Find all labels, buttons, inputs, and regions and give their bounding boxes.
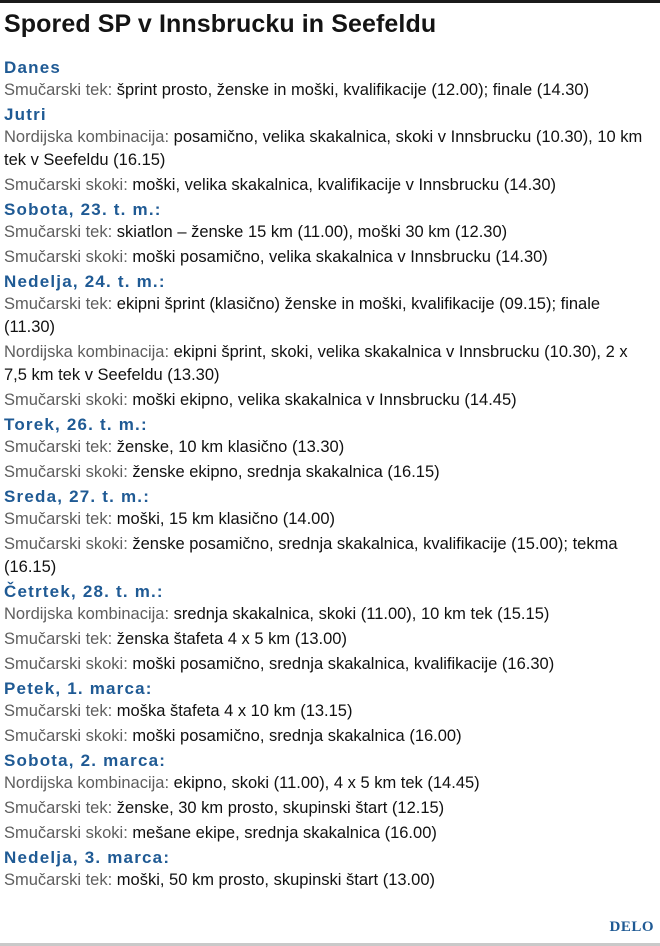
event-details: ekipno, skoki (11.00), 4 x 5 km tek (14.45)	[169, 774, 480, 792]
event-details: ženske, 30 km prosto, skupinski štart (12.15)	[112, 799, 445, 817]
discipline-label: Smučarski skoki:	[4, 727, 128, 745]
event-details: mešane ekipe, srednja skakalnica (16.00)	[127, 824, 437, 842]
discipline-label: Nordijska kombinacija:	[4, 774, 170, 792]
discipline-label: Smučarski skoki:	[4, 535, 128, 553]
discipline-label: Nordijska kombinacija:	[4, 128, 170, 146]
event-details: moški, 15 km klasično (14.00)	[112, 510, 336, 528]
top-rule	[0, 0, 660, 3]
discipline-label: Smučarski skoki:	[4, 391, 128, 409]
day-block	[4, 104, 654, 197]
discipline-label: Smučarski skoki:	[4, 463, 128, 481]
discipline-label: Smučarski skoki:	[4, 824, 128, 842]
discipline-label: Nordijska kombinacija:	[4, 343, 170, 361]
day-heading: Danes	[4, 58, 62, 77]
schedule-entry	[4, 246, 654, 269]
event-details: moški posamično, srednja skakalnica, kvalifikacije (16.30)	[127, 655, 555, 673]
discipline-label: Smučarski skoki:	[4, 176, 128, 194]
event-details: moški posamično, velika skakalnica v Innsbrucku (14.30)	[127, 248, 548, 266]
discipline-label: Nordijska kombinacija:	[4, 605, 170, 623]
schedule-entry	[4, 533, 654, 579]
day-block	[4, 486, 654, 579]
schedule-entry	[4, 508, 654, 531]
schedule-list	[4, 55, 654, 894]
day-heading: Jutri	[4, 105, 47, 124]
day-block	[4, 847, 654, 892]
schedule-entry	[4, 772, 654, 795]
discipline-label: Smučarski tek:	[4, 799, 113, 817]
event-details: posamično, velika skakalnica, skoki v Innsbrucku (10.30), 10 km tek v Seefeldu (16.15)	[4, 128, 643, 169]
discipline-label: Smučarski tek:	[4, 510, 113, 528]
day-block	[4, 581, 654, 676]
delo-logo: DELO	[609, 919, 654, 935]
schedule-entry	[4, 869, 654, 892]
event-details: ženske posamično, srednja skakalnica, kvalifikacije (15.00); tekma (16.15)	[4, 535, 618, 576]
day-block	[4, 678, 654, 748]
day-heading: Četrtek, 28. t. m.:	[4, 582, 164, 601]
discipline-label: Smučarski tek:	[4, 702, 113, 720]
schedule-entry	[4, 174, 654, 197]
event-details: ženske, 10 km klasično (13.30)	[112, 438, 345, 456]
event-details: ženska štafeta 4 x 5 km (13.00)	[112, 630, 347, 648]
discipline-label: Smučarski tek:	[4, 223, 113, 241]
day-block	[4, 199, 654, 269]
event-details: skiatlon – ženske 15 km (11.00), moški 30 km (12.30)	[112, 223, 508, 241]
schedule-entry	[4, 461, 654, 484]
event-details: moški, 50 km prosto, skupinski štart (13.00)	[112, 871, 435, 889]
schedule-entry	[4, 628, 654, 651]
event-details: ženske ekipno, srednja skakalnica (16.15)	[127, 463, 440, 481]
schedule-entry	[4, 79, 654, 102]
day-heading: Nedelja, 24. t. m.:	[4, 272, 166, 291]
discipline-label: Smučarski tek:	[4, 295, 113, 313]
schedule-entry	[4, 436, 654, 459]
day-heading: Petek, 1. marca:	[4, 679, 153, 698]
discipline-label: Smučarski tek:	[4, 630, 113, 648]
event-details: šprint prosto, ženske in moški, kvalifikacije (12.00); finale (14.30)	[112, 81, 590, 99]
schedule-entry	[4, 653, 654, 676]
schedule-entry	[4, 822, 654, 845]
discipline-label: Smučarski skoki:	[4, 655, 128, 673]
day-heading: Sobota, 2. marca:	[4, 751, 167, 770]
event-details: moški, velika skakalnica, kvalifikacije v Innsbrucku (14.30)	[127, 176, 557, 194]
day-heading: Torek, 26. t. m.:	[4, 415, 148, 434]
day-block	[4, 57, 654, 102]
schedule-entry	[4, 725, 654, 748]
page-title: Spored SP v Innsbrucku in Seefeldu	[4, 10, 437, 38]
event-details: moški ekipno, velika skakalnica v Innsbrucku (14.45)	[127, 391, 517, 409]
discipline-label: Smučarski skoki:	[4, 248, 128, 266]
event-details: srednja skakalnica, skoki (11.00), 10 km tek (15.15)	[169, 605, 550, 623]
discipline-label: Smučarski tek:	[4, 871, 113, 889]
schedule-entry	[4, 700, 654, 723]
schedule-entry	[4, 341, 654, 387]
event-details: moški posamično, srednja skakalnica (16.00)	[127, 727, 462, 745]
event-details: ekipni šprint, skoki, velika skakalnica v Innsbrucku (10.30), 2 x 7,5 km tek v Seefeldu (13.30)	[4, 343, 628, 384]
day-block	[4, 414, 654, 484]
schedule-entry	[4, 293, 654, 339]
discipline-label: Smučarski tek:	[4, 438, 113, 456]
day-heading: Sreda, 27. t. m.:	[4, 487, 151, 506]
event-details: ekipni šprint (klasično) ženske in moški, kvalifikacije (09.15); finale (11.30)	[4, 295, 601, 336]
day-block	[4, 271, 654, 412]
discipline-label: Smučarski tek:	[4, 81, 113, 99]
event-details: moška štafeta 4 x 10 km (13.15)	[112, 702, 353, 720]
schedule-entry	[4, 603, 654, 626]
day-heading: Nedelja, 3. marca:	[4, 848, 171, 867]
schedule-entry	[4, 797, 654, 820]
day-heading: Sobota, 23. t. m.:	[4, 200, 162, 219]
schedule-entry	[4, 221, 654, 244]
schedule-entry	[4, 126, 654, 172]
day-block	[4, 750, 654, 845]
schedule-entry	[4, 389, 654, 412]
